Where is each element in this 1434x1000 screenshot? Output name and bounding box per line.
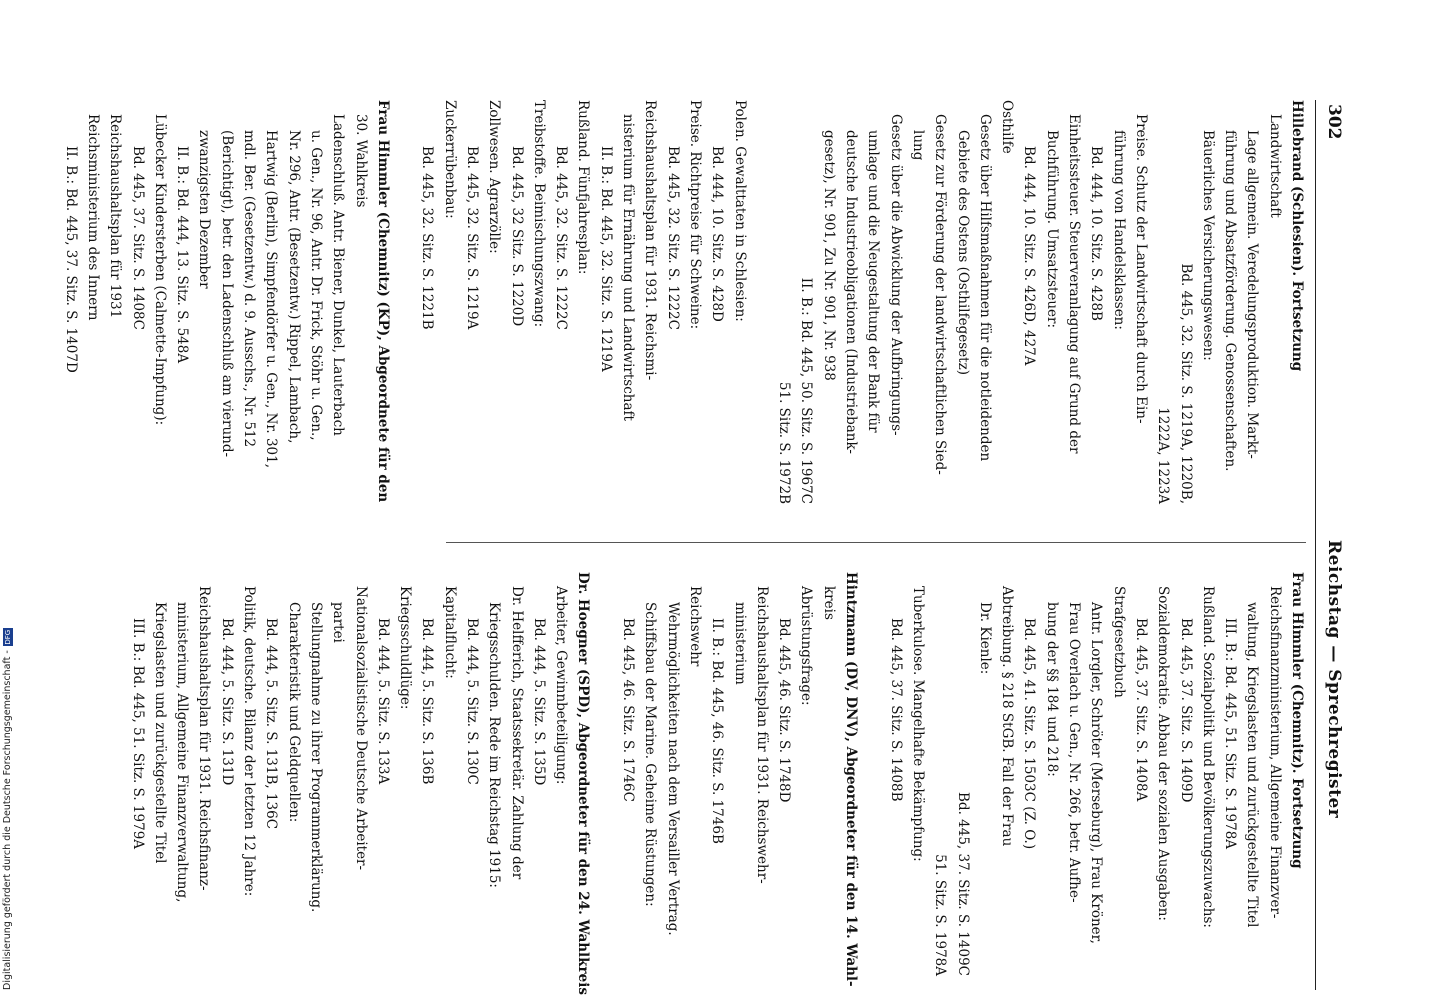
register-line: Gesetz zur Förderung der landwirtschaftlichen Sied-	[932, 114, 949, 475]
register-line: Bd. 445, 46. Sitz. S. 1748D	[776, 618, 793, 803]
register-line: Hintzmann (DV, DNV), Abgeordneter für den 14. Wahl-	[843, 572, 860, 987]
register-line: II. B.: Bd. 445, 50. Sitz. S. 1967C	[798, 277, 815, 504]
register-line: II. B.: Bd. 445, 32. Sitz. S. 1219A	[597, 146, 614, 372]
register-line: Antr. Lorgler, Schröter (Merseburg), Frau Kröner,	[1088, 602, 1105, 944]
register-line: Preise. Schutz der Landwirtschaft durch Ein-	[1132, 114, 1149, 424]
register-line: nisterium für Ernährung und Landwirtschaft	[620, 114, 637, 421]
page-header	[1315, 100, 1350, 990]
register-line: Tuberkulose. Mangelhafte Bekämpfung:	[909, 586, 926, 862]
register-line: partei	[330, 602, 347, 643]
register-line: Osthilfe	[999, 100, 1016, 154]
register-line: u. Gen., Nr. 96, Antr. Dr. Frick, Stöhr u. Gen.,	[307, 130, 324, 441]
register-line: umlage und die Neugestaltung der Bank für	[865, 130, 882, 433]
register-line	[394, 100, 416, 510]
register-line: Polen. Gewalttaten in Schlesien:	[731, 100, 748, 322]
register-line: Einheitssteuer. Steuerveranlagung auf Grund der	[1066, 114, 1083, 454]
register-line: Reichshaushaltsplan für 1931. Reichsfinanz-	[196, 586, 213, 891]
register-line: Bd. 445, 37. Sitz. S. 1408B	[887, 618, 904, 802]
register-line: Preise. Richtpreise für Schweine:	[686, 100, 703, 330]
register-line: Strafgesetzbuch	[1110, 586, 1127, 698]
register-line: Rußland. Fünfjahresplan:	[575, 100, 592, 275]
register-line: Abrüstungsfrage:	[798, 586, 815, 706]
register-line: Kriegsschulden. Rede im Reichstag 1915:	[486, 602, 503, 888]
register-line: Bd. 445, 32. Sitz. S. 1219A	[464, 146, 481, 330]
register-line: Treibstoffe. Beimischungszwang:	[530, 100, 547, 328]
register-line: Bd. 445, 32. Sitz. S. 1221B	[419, 146, 436, 330]
register-line: Kriegsschuldlüge:	[397, 586, 414, 710]
register-line: Bd. 444, 10. Sitz. S. 426D, 427A	[1021, 146, 1038, 366]
register-line: waltung, Kriegslasten und zurückgestellte Titel	[1244, 602, 1261, 928]
register-line: Ladenschluß. Antr. Biener, Dunkel, Lauterbach	[330, 114, 347, 436]
register-line: Arbeiter, Gewinnbeteiligung:	[553, 586, 570, 785]
register-line: führung von Handelsklassen:	[1110, 130, 1127, 330]
register-line: Bd. 444, 5. Sitz. S. 133A	[374, 618, 391, 785]
register-line: 1222A, 1223A	[1155, 407, 1172, 504]
register-line	[751, 100, 773, 510]
register-line: Bäuerliches Versicherungswesen:	[1199, 130, 1216, 361]
register-line: Zollwesen. Agrarzölle:	[486, 100, 503, 254]
register-line: Dr. Hoegner (SPD), Abgeordneter für den 24. Wahlkreis	[575, 572, 592, 995]
register-line: Kriegslasten und zurückgestellte Titel	[151, 602, 168, 864]
register-line: Frau Overlach u. Gen., Nr. 266, betr. Aufhe-	[1066, 602, 1083, 903]
register-line: 30. Wahlkreis	[352, 114, 369, 208]
register-line: Bd. 445, 37. Sitz. S. 1409C	[954, 792, 971, 976]
register-line: Bd. 445, 37. Sitz. S. 1409D	[1177, 618, 1194, 803]
register-line: Hillebrand (Schlesien). Fortsetzung	[1289, 100, 1305, 372]
register-line: Landwirtschaft	[1266, 114, 1283, 218]
register-line: Bd. 444, 10. Sitz. S. 428D	[709, 146, 726, 322]
register-line: Bd. 445, 32. Sitz. S. 1222C	[664, 146, 681, 330]
register-line: (Berichtigt), betr. den Ladenschluß am vierund-	[218, 130, 235, 458]
register-line: Dr. Helfferich, Staatssekretär. Zahlung der	[508, 586, 525, 880]
digitization-credit	[2, 0, 16, 990]
register-line: Gesetz über Hilfsmaßnahmen für die notleidenden	[976, 114, 993, 462]
register-line: Bd. 444, 5. Sitz. S. 131D	[218, 618, 235, 786]
register-line: Bd. 445, 32 Sitz. S. 1220D	[508, 146, 525, 327]
page-number: 302	[1324, 104, 1344, 140]
register-line: Charakteristik und Geldquellen:	[285, 602, 302, 823]
register-line	[595, 572, 617, 982]
register-line: Bd. 445, 37. Sitz. S. 1408A	[1132, 618, 1149, 802]
register-line: Bd. 444, 5. Sitz. S. 136B	[419, 618, 436, 785]
register-line: Buchführung. Umsatzsteuer:	[1043, 130, 1060, 329]
register-line: Rußland. Sozialpolitik und Bevölkerungszuwachs:	[1199, 586, 1216, 928]
register-line: Dr. Kienle:	[976, 602, 993, 675]
register-line: 51. Sitz. S. 1978A	[932, 854, 949, 976]
left-column	[62, 100, 1308, 510]
register-line: II. B.: Bd. 445, 37. Sitz. S. 1407D	[62, 146, 79, 373]
rotated-register-page	[50, 90, 1350, 995]
register-line: Frau Himmler (Chemnitz). Fortsetzung	[1289, 572, 1305, 869]
register-line: Hartwig (Berlin), Simpfendörfer u. Gen., Nr. 301,	[263, 130, 280, 469]
register-line: Bd. 445, 32. Sitz. S. 1222C	[553, 146, 570, 330]
register-line: Reichswehr	[686, 586, 703, 667]
register-line: Nr. 296, Antr. (Besetzentw.) Rippel, Lambach,	[285, 130, 302, 444]
register-line: II. B.: Bd. 444, 13. Sitz. S. 548A	[174, 146, 191, 364]
register-line: Sozialdemokratie. Abbau der sozialen Ausgaben:	[1155, 586, 1172, 921]
register-line: Reichshaushaltsplan für 1931. Reichsmi-	[642, 100, 659, 381]
register-line: Bd. 444, 5. Sitz. S. 131B, 136C	[263, 618, 280, 830]
register-line: Bd. 444, 5. Sitz. S. 130C	[464, 618, 481, 785]
right-column	[129, 572, 1308, 995]
register-line: III. B.: Bd. 445, 51. Sitz. S. 1978A	[1222, 618, 1239, 850]
register-line: Stellungnahme zu ihrer Programmerklärung.	[307, 602, 324, 913]
register-line: Frau Himmler (Chemnitz) (KP), Abgeordnete für den	[374, 100, 391, 503]
register-line: Reichshaushaltsplan für 1931. Reichswehr-	[753, 586, 770, 884]
column-divider	[446, 542, 1306, 543]
register-line	[862, 572, 884, 982]
register-line: Nationalsozialistische Deutsche Arbeiter-	[352, 586, 369, 871]
register-line: ministerium	[731, 602, 748, 685]
register-line: III. B.: Bd. 445, 51. Sitz. S. 1979A	[129, 618, 146, 850]
register-line: lung	[909, 130, 926, 161]
register-line: deutsche Industrieobligationen (Industriebank-	[843, 130, 860, 454]
register-line: Bd. 444, 10. Sitz. S. 428B	[1088, 146, 1105, 321]
register-line: Bd. 445, 32. Sitz. S. 1219A, 1220B,	[1177, 263, 1194, 504]
register-line: führung und Absatzförderung. Genossenschaften.	[1222, 130, 1239, 472]
register-line: Bd. 444, 5. Sitz. S. 135D	[530, 618, 547, 786]
register-line: mdl. Ber. (Gesetzentw.) d. 9. Ausschs., Nr. 512	[241, 130, 258, 448]
register-line: Reichsministerium des Innern	[84, 114, 101, 321]
register-line: Reichshaushaltsplan für 1931	[107, 114, 124, 319]
register-line: Bd. 445, 41. Sitz. S. 1503C (Z. O.)	[1021, 618, 1038, 850]
register-line: 51. Sitz. S. 1972B	[776, 381, 793, 504]
register-line: kreis	[820, 586, 837, 620]
credit-text: Digitalisierung gefördert durch die Deutsche Forschungsgemeinschaft -	[2, 650, 13, 990]
register-line: ministerium, Allgemeine Finanzverwaltung,	[174, 602, 191, 903]
register-line: Lage allgemein. Veredelungsproduktion. Markt-	[1244, 130, 1261, 459]
dfg-logo-icon: DFG	[3, 629, 12, 645]
register-line: Kapitalflucht:	[441, 586, 458, 679]
register-line: bung der §§ 184 und 218:	[1043, 602, 1060, 777]
register-line: Gesetz über die Abwicklung der Aufbringungs-	[887, 114, 904, 436]
register-line: Politik, deutsche. Bilanz der letzten 12 Jahre:	[241, 586, 258, 897]
register-line: Wehrmöglichkeiten nach dem Versailler Vertrag.	[664, 602, 681, 936]
register-line: gesetz), Nr. 901, Zu Nr. 901, Nr. 938	[820, 130, 837, 381]
running-head: Reichstag — Sprechregister	[1324, 540, 1344, 819]
register-line: Zuckerrübenbau:	[441, 100, 458, 219]
register-line: II. B.: Bd. 445, 46. Sitz. S. 1746B	[709, 618, 726, 844]
register-line: Bd. 445, 46. Sitz. S. 1746C	[620, 618, 637, 802]
register-line: Schiffsbau der Marine. Geheime Rüstungen:	[642, 602, 659, 907]
register-line: Gebiete des Ostens (Osthilfegesetz)	[954, 130, 971, 375]
register-line: Abtreibung. § 218 StGB. Fall der Frau	[999, 586, 1016, 847]
register-line: zwanzigsten Dezember	[196, 130, 213, 289]
register-line: Lübecker Kindersterben (Calmette-Impfung):	[151, 114, 168, 426]
register-line: Bd. 445, 37. Sitz. S. 1408C	[129, 146, 146, 330]
register-line: Reichsfinanzministerium, Allgemeine Finanzver-	[1266, 586, 1283, 919]
